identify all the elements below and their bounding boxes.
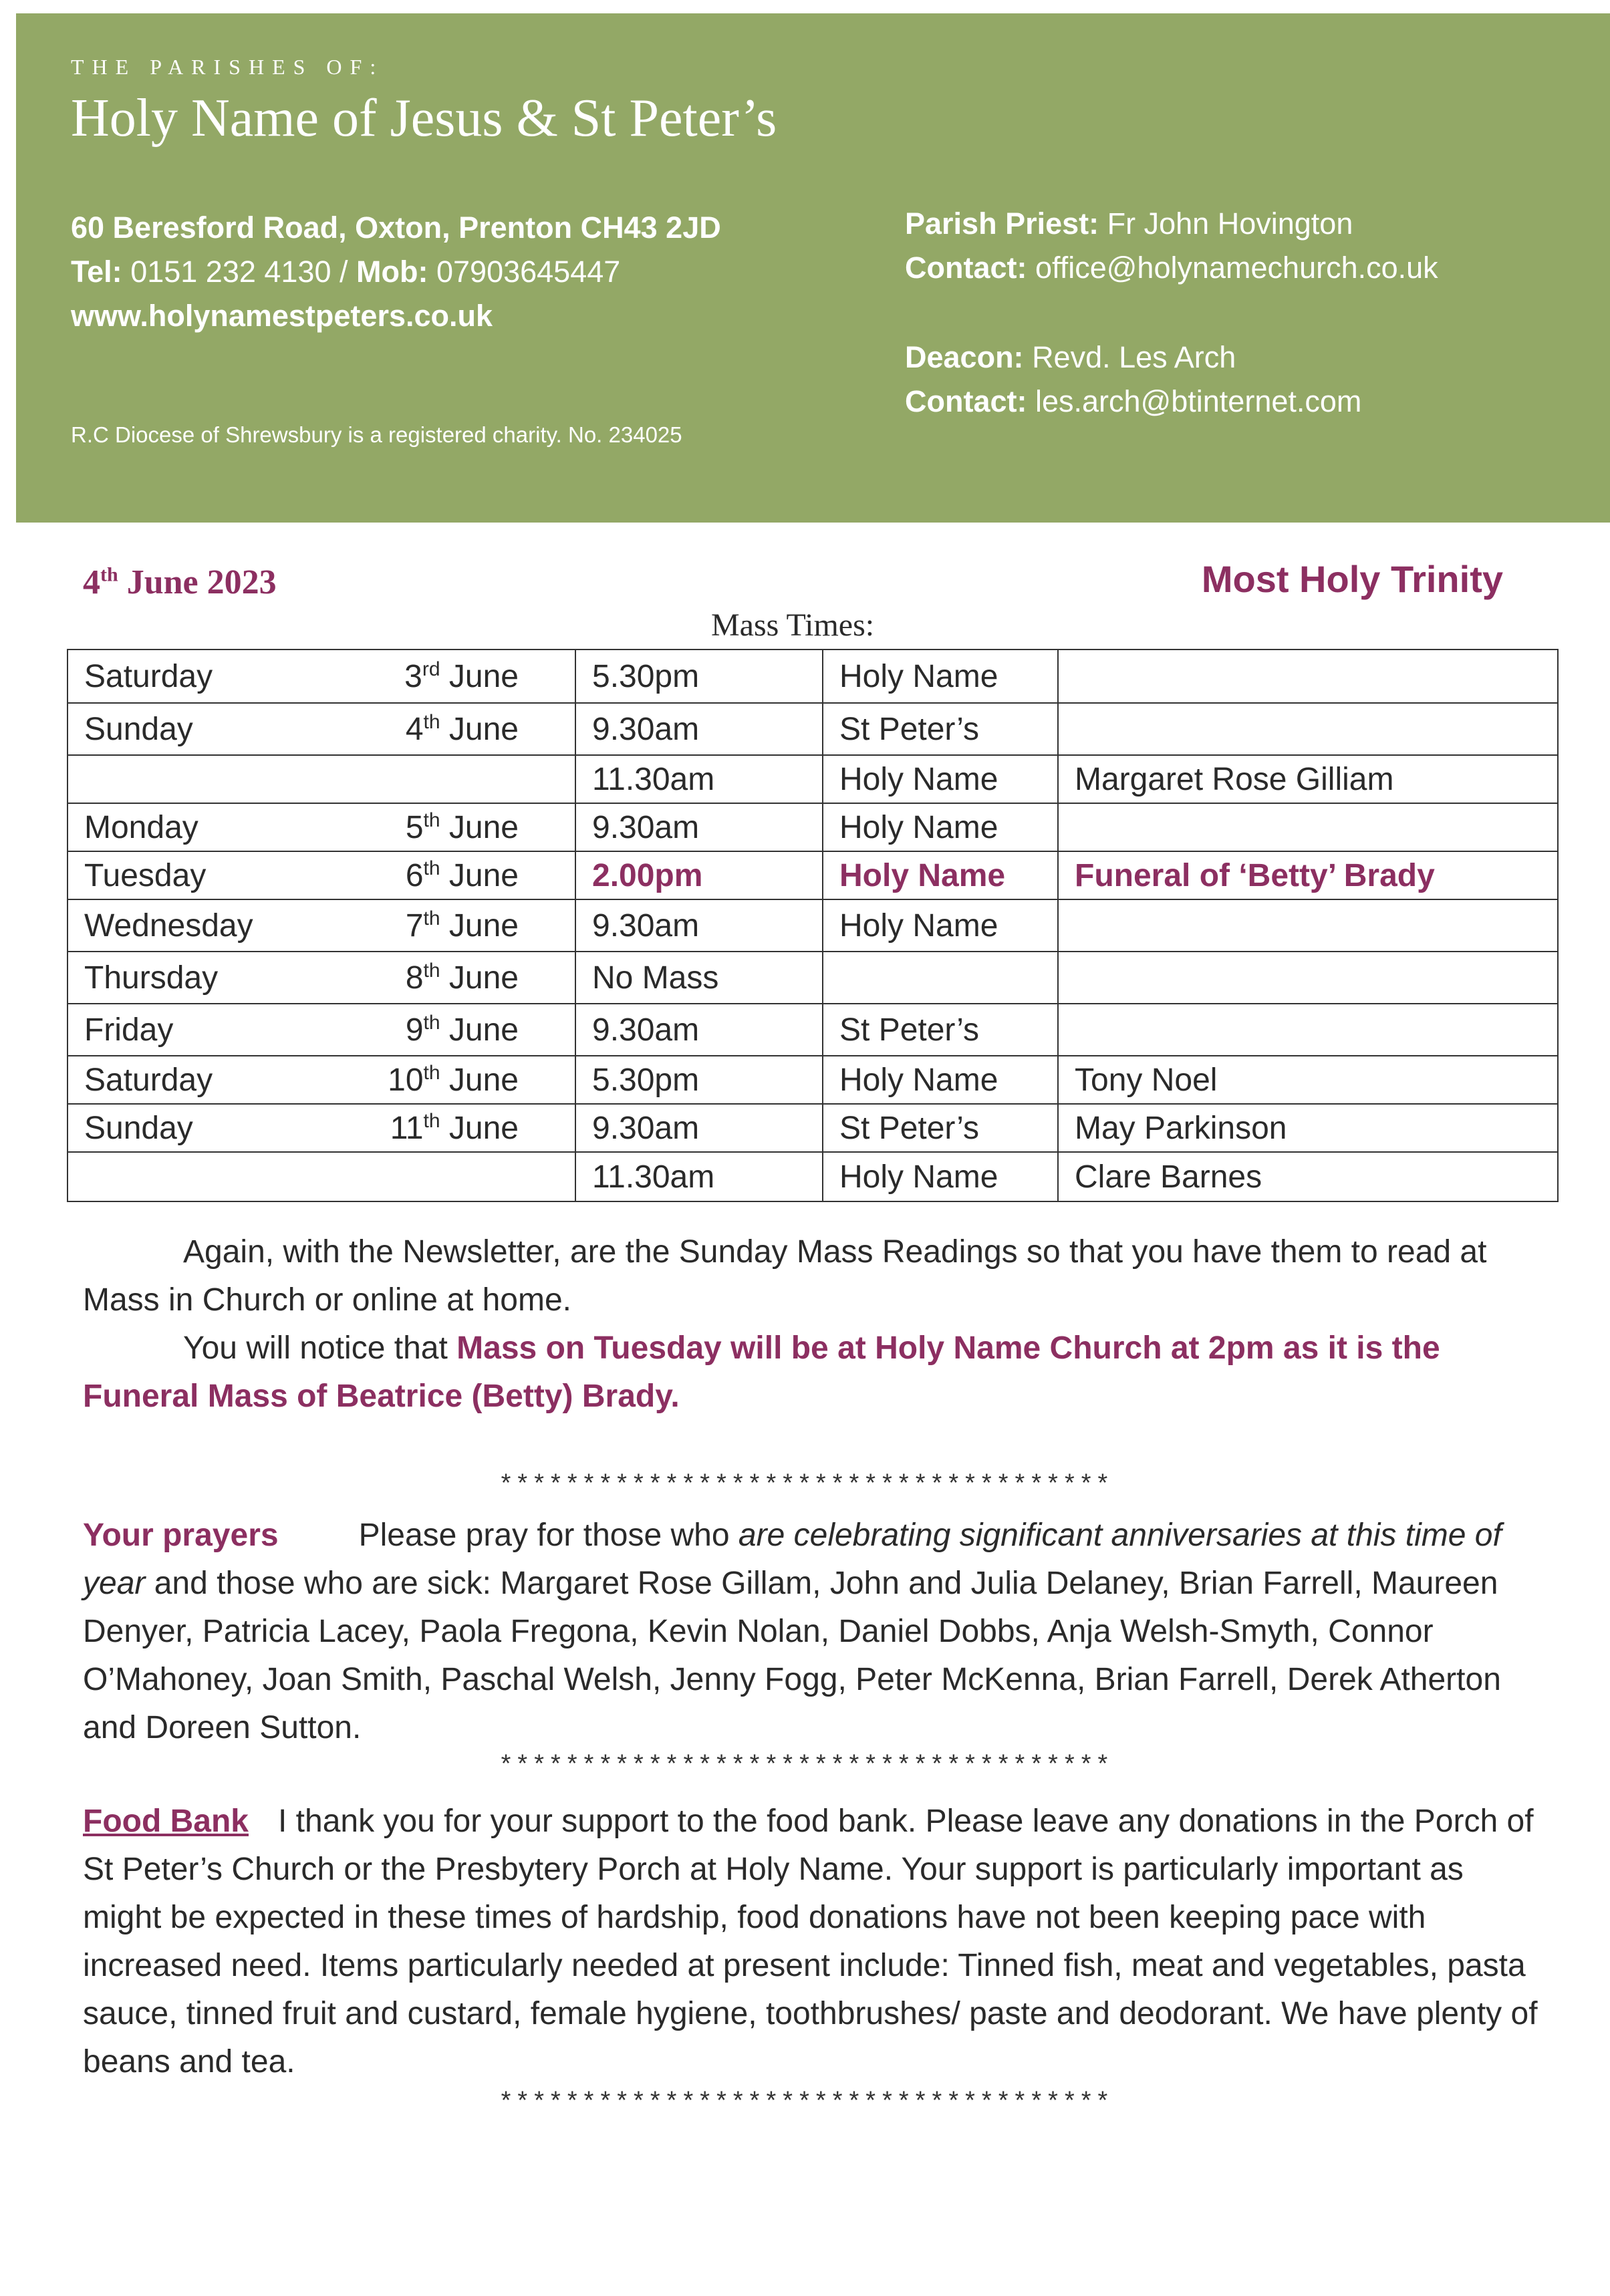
food-bank-heading: Food Bank <box>83 1804 249 1839</box>
mass-intention <box>1058 650 1558 703</box>
mass-time: 9.30am <box>575 1004 823 1056</box>
website-link[interactable]: www.holynamestpeters.co.uk <box>71 299 493 333</box>
mass-row <box>68 851 1558 899</box>
mass-time: 5.30pm <box>575 1056 823 1104</box>
mass-intention <box>1058 1004 1558 1056</box>
mass-row <box>68 755 1558 803</box>
mass-time: 9.30am <box>575 703 823 755</box>
mass-church: Holy Name <box>823 1056 1058 1104</box>
mass-date: 8th June <box>285 952 575 1004</box>
mass-church: Holy Name <box>823 1152 1058 1201</box>
parish-name: Holy Name of Jesus & St Peter’s <box>71 89 777 148</box>
mass-time: No Mass <box>575 952 823 1004</box>
mass-row <box>68 952 1558 1004</box>
phone-line: Tel: 0151 232 4130 / Mob: 07903645447 <box>71 255 621 289</box>
mass-date: 9th June <box>285 1004 575 1056</box>
mass-intention <box>1058 899 1558 952</box>
mass-intention <box>1058 803 1558 851</box>
mob-value: 07903645447 <box>436 255 621 289</box>
tel-value: 0151 232 4130 <box>130 255 331 289</box>
priest-contact: Contact: office@holynamechurch.co.uk <box>905 251 1438 285</box>
mass-time: 11.30am <box>575 755 823 803</box>
mass-date: 7th June <box>285 899 575 952</box>
deacon-email-link[interactable]: les.arch@btinternet.com <box>1035 384 1362 418</box>
mass-church: Holy Name <box>823 755 1058 803</box>
mass-date: 11th June <box>285 1104 575 1152</box>
food-bank-section: Food Bank I thank you for your support to the food bank. Please leave any donations in the Porch of St Peter’s Church or the Presbytery Porch at Holy Name. Your support is particularly important as might be expected in these times of hardship, food donations have not been keeping pace with increased need. Items particularly needed at present include: Tinned fish, meat and vegetables, pasta sauce, tinned fruit and custard, female hygiene, toothbrushes/ paste and deodorant. We have plenty of beans and tea. <box>83 1804 1538 2079</box>
mass-church: Holy Name <box>823 851 1058 899</box>
prayers-heading: Your prayers <box>83 1518 279 1553</box>
mass-times-table <box>67 649 1559 1202</box>
parish-priest: Parish Priest: Fr John Hovington <box>905 206 1353 241</box>
mass-day: Thursday <box>68 952 285 1004</box>
mass-day: Saturday <box>68 1056 285 1104</box>
deacon: Deacon: Revd. Les Arch <box>905 340 1236 374</box>
address: 60 Beresford Road, Oxton, Prenton CH43 2JD <box>71 210 721 245</box>
parishes-of-label: THE PARISHES OF: <box>71 55 384 79</box>
mass-intention: May Parkinson <box>1058 1104 1558 1152</box>
mass-times-title: Mass Times: <box>711 607 875 643</box>
mass-day: Friday <box>68 1004 285 1056</box>
mass-date: 5th June <box>285 803 575 851</box>
mass-church: Holy Name <box>823 899 1058 952</box>
mass-day: Sunday <box>68 703 285 755</box>
mass-row <box>68 899 1558 952</box>
mass-date <box>285 1152 575 1201</box>
mass-church: St Peter’s <box>823 1104 1058 1152</box>
mass-day <box>68 1152 285 1201</box>
feast-title: Most Holy Trinity <box>1201 558 1503 600</box>
tuesday-notice: You will notice that Mass on Tuesday will be at Holy Name Church at 2pm as it is the Funeral Mass of Beatrice (Betty) Brady. <box>83 1330 1440 1414</box>
mass-time: 5.30pm <box>575 650 823 703</box>
mass-row <box>68 1104 1558 1152</box>
mass-date: 10th June <box>285 1056 575 1104</box>
mass-time: 9.30am <box>575 1104 823 1152</box>
mass-church: Holy Name <box>823 803 1058 851</box>
mass-time: 11.30am <box>575 1152 823 1201</box>
tuesday-notice-highlight: Mass on Tuesday will be at Holy Name Church at 2pm as it is the Funeral Mass of Beatrice (Betty) Brady. <box>83 1330 1440 1414</box>
mass-intention <box>1058 952 1558 1004</box>
mass-church: St Peter’s <box>823 1004 1058 1056</box>
charity-note: R.C Diocese of Shrewsbury is a registered charity. No. 234025 <box>71 422 682 447</box>
mass-time: 9.30am <box>575 899 823 952</box>
readings-note: Again, with the Newsletter, are the Sunday Mass Readings so that you have them to read at Mass in Church or online at home. <box>83 1234 1487 1318</box>
mass-date: 4th June <box>285 703 575 755</box>
mass-intention: Funeral of ‘Betty’ Brady <box>1058 851 1558 899</box>
mass-day: Tuesday <box>68 851 285 899</box>
mass-row <box>68 1056 1558 1104</box>
header-banner <box>16 13 1610 523</box>
mass-day <box>68 755 285 803</box>
mass-intention: Margaret Rose Gilliam <box>1058 755 1558 803</box>
mass-day: Sunday <box>68 1104 285 1152</box>
newsletter-date: 4th June 2023 <box>83 563 277 601</box>
separator: ************************************* <box>498 1752 1112 1781</box>
mass-church: Holy Name <box>823 650 1058 703</box>
mass-time: 9.30am <box>575 803 823 851</box>
mass-day: Monday <box>68 803 285 851</box>
mass-church: St Peter’s <box>823 703 1058 755</box>
mass-church <box>823 952 1058 1004</box>
mass-row <box>68 1152 1558 1201</box>
mass-intention <box>1058 703 1558 755</box>
mass-row <box>68 650 1558 703</box>
mass-day: Saturday <box>68 650 285 703</box>
mass-time: 2.00pm <box>575 851 823 899</box>
deacon-contact: Contact: les.arch@btinternet.com <box>905 384 1362 418</box>
prayers-section: Your prayers Please pray for those who are celebrating significant anniversaries at this time of year and those who are sick: Margaret Rose Gillam, John and Julia Delaney, Brian Farrell, Maureen Denyer, Patricia Lacey, Paola Fregona, Kevin Nolan, Daniel Dobbs, Anja Welsh-Smyth, Connor O’Mahoney, Joan Smith, Paschal Welsh, Jenny Fogg, Peter McKenna, Brian Farrell, Derek Atherton and Doreen Sutton. <box>83 1518 1502 1745</box>
mass-intention: Tony Noel <box>1058 1056 1558 1104</box>
priest-email-link[interactable]: office@holynamechurch.co.uk <box>1035 251 1438 285</box>
mass-row <box>68 1004 1558 1056</box>
mass-date: 3rd June <box>285 650 575 703</box>
mass-date <box>285 755 575 803</box>
separator: ************************************* <box>498 2089 1112 2118</box>
mass-date: 6th June <box>285 851 575 899</box>
mass-row <box>68 803 1558 851</box>
mass-row <box>68 703 1558 755</box>
mass-intention: Clare Barnes <box>1058 1152 1558 1201</box>
separator: ************************************* <box>498 1471 1112 1500</box>
mass-day: Wednesday <box>68 899 285 952</box>
